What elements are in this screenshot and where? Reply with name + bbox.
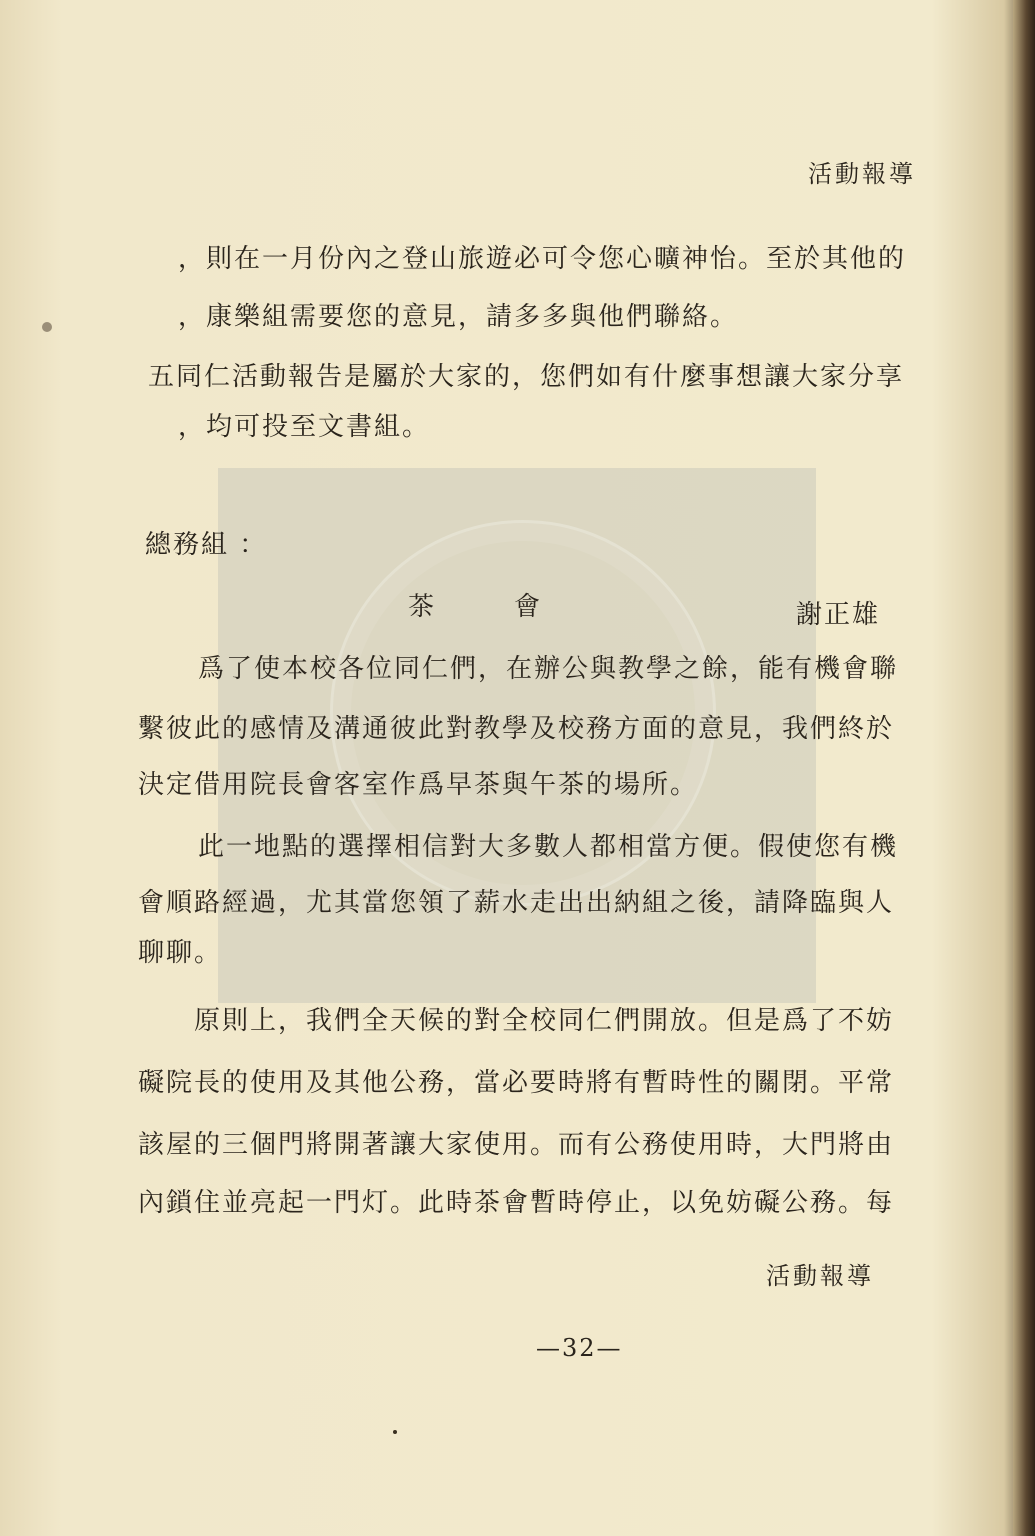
article-line: 此一地點的選擇相信對大多數人都相當方便。假使您有機 [198, 832, 899, 862]
running-header: 活動報導 [808, 160, 916, 188]
article-line: 決定借用院長會客室作爲早茶與午茶的場所。 [138, 770, 699, 800]
page-speck [393, 1430, 397, 1434]
section-title: 總務組 ： [145, 530, 268, 560]
article-line: 礙院長的使用及其他公務，當必要時將有暫時性的關閉。平常 [138, 1068, 895, 1098]
page-number: —32— [536, 1334, 623, 1362]
intro-line: 五同仁活動報告是屬於大家的，您們如有什麼事想讓大家分享 [148, 362, 905, 392]
page-blemish [42, 322, 52, 332]
article-line: 該屋的三個門將開著讓大家使用。而有公務使用時，大門將由 [138, 1130, 895, 1160]
intro-line: ，康樂組需要您的意見，請多多與他們聯絡。 [178, 302, 739, 332]
article-title: 茶會 [408, 592, 621, 622]
book-spine-edge [1013, 0, 1035, 1536]
intro-line: ，則在一月份內之登山旅遊必可令您心曠神怡。至於其他的 [178, 244, 907, 274]
intro-line: ，均可投至文書組。 [178, 412, 431, 442]
article-author: 謝正雄 [796, 600, 881, 630]
running-footer: 活動報導 [766, 1262, 874, 1290]
article-line: 原則上，我們全天候的對全校同仁們開放。但是爲了不妨 [194, 1006, 895, 1036]
article-line: 爲了使本校各位同仁們，在辦公與教學之餘，能有機會聯 [198, 654, 899, 684]
article-line: 聊聊。 [138, 938, 223, 968]
article-line: 內鎖住並亮起一門灯。此時茶會暫時停止，以免妨礙公務。每 [138, 1188, 895, 1218]
article-line: 繫彼此的感情及溝通彼此對教學及校務方面的意見，我們終於 [138, 714, 895, 744]
article-line: 會順路經過，尤其當您領了薪水走出出納組之後，請降臨與人 [138, 888, 895, 918]
